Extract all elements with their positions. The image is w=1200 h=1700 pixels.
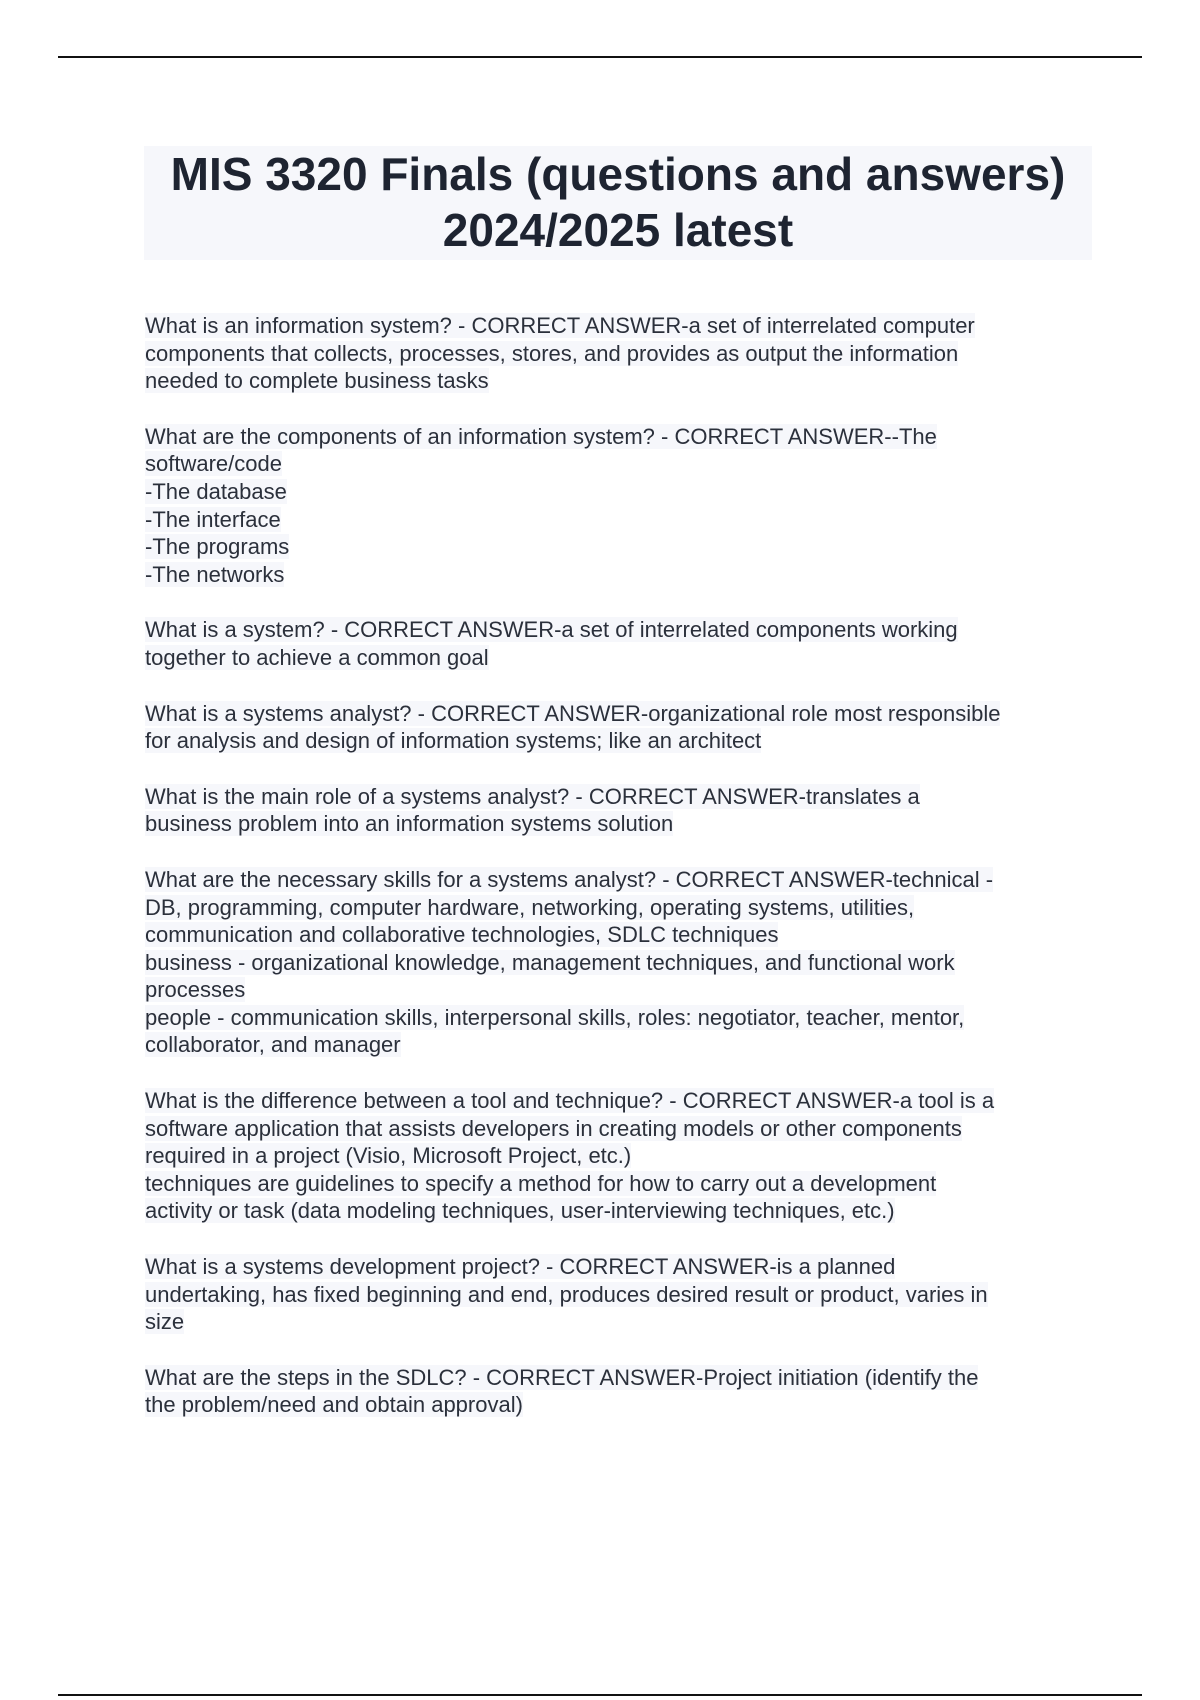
qa-entry-line bbox=[145, 727, 1097, 755]
qa-entry-line bbox=[145, 367, 1097, 395]
qa-entry-line-text: for analysis and design of information systems; like an architect bbox=[145, 728, 762, 754]
qa-entry-line-text: size bbox=[145, 1309, 185, 1335]
qa-entry-line bbox=[145, 1308, 1097, 1336]
qa-entry-line-text: software/code bbox=[145, 451, 282, 477]
qa-entry bbox=[145, 423, 1097, 589]
qa-entry-line bbox=[145, 340, 1097, 368]
qa-entry-line bbox=[145, 976, 1097, 1004]
qa-entry-line bbox=[145, 894, 1097, 922]
qa-entry-line bbox=[145, 1281, 1097, 1309]
qa-entry-line-text: techniques are guidelines to specify a method for how to carry out a development bbox=[145, 1170, 937, 1196]
qa-entry-line-text: components that collects, processes, stores, and provides as output the information bbox=[145, 340, 959, 366]
qa-entry-line bbox=[145, 1197, 1097, 1225]
qa-entry bbox=[145, 312, 1097, 395]
qa-entry-line-text: What are the steps in the SDLC? - CORRECT ANSWER-Project initiation (identify the bbox=[145, 1364, 979, 1390]
qa-entry-line-text: What are the necessary skills for a systems analyst? - CORRECT ANSWER-technical - bbox=[145, 866, 994, 892]
qa-entry-line-text: DB, programming, computer hardware, networking, operating systems, utilities, bbox=[145, 894, 915, 920]
qa-entry-line bbox=[145, 1253, 1097, 1281]
qa-entry-line bbox=[145, 616, 1097, 644]
qa-entry-line-text: required in a project (Visio, Microsoft Project, etc.) bbox=[145, 1143, 632, 1169]
qa-entry-line-text: business - organizational knowledge, management techniques, and functional work bbox=[145, 949, 955, 975]
qa-entry-line bbox=[145, 810, 1097, 838]
qa-entry-line-text: What are the components of an information system? - CORRECT ANSWER--The bbox=[145, 423, 937, 449]
qa-entry-line bbox=[145, 312, 1097, 340]
qa-entry-line-text: communication and collaborative technologies, SDLC techniques bbox=[145, 922, 779, 948]
qa-entry-line bbox=[145, 921, 1097, 949]
qa-entry-line-text: -The networks bbox=[145, 561, 285, 587]
qa-entry-line-text: What is a systems analyst? - CORRECT ANSWER-organizational role most responsible bbox=[145, 700, 1001, 726]
qa-entry-line-text: -The database bbox=[145, 478, 287, 504]
qa-entry-line bbox=[145, 1115, 1097, 1143]
qa-entry-line-text: processes bbox=[145, 977, 246, 1003]
qa-entry-line bbox=[145, 700, 1097, 728]
qa-entry-line-text: undertaking, has fixed beginning and end, produces desired result or product, varies in bbox=[145, 1281, 988, 1307]
qa-entry bbox=[145, 700, 1097, 755]
qa-entry bbox=[145, 1364, 1097, 1419]
qa-entry bbox=[145, 1087, 1097, 1225]
qa-entry-line-text: What is a system? - CORRECT ANSWER-a set of interrelated components working bbox=[145, 617, 958, 643]
qa-entry-line-text: -The programs bbox=[145, 534, 290, 560]
header-rule bbox=[58, 56, 1142, 58]
page-title-line-2: 2024/2025 latest bbox=[442, 204, 794, 256]
qa-entry-line-text: What is the main role of a systems analyst? - CORRECT ANSWER-translates a bbox=[145, 783, 920, 809]
qa-entry bbox=[145, 1253, 1097, 1336]
qa-entry-line bbox=[145, 506, 1097, 534]
qa-entry-line-text: activity or task (data modeling techniques, user-interviewing techniques, etc.) bbox=[145, 1198, 895, 1224]
qa-entry-line bbox=[145, 644, 1097, 672]
footer-rule bbox=[58, 1694, 1142, 1696]
qa-entry-line-text: the problem/need and obtain approval) bbox=[145, 1392, 523, 1418]
page-title-line-1: MIS 3320 Finals (questions and answers) bbox=[170, 148, 1066, 200]
qa-entry-line-text: needed to complete business tasks bbox=[145, 368, 489, 394]
qa-entry-line bbox=[145, 1170, 1097, 1198]
qa-entry-line bbox=[145, 783, 1097, 811]
qa-entry-line-text: software application that assists developers in creating models or other components bbox=[145, 1115, 962, 1141]
qa-entry-line bbox=[145, 478, 1097, 506]
qa-entry-line-text: together to achieve a common goal bbox=[145, 644, 489, 670]
qa-list bbox=[145, 312, 1097, 1447]
qa-entry-line-text: collaborator, and manager bbox=[145, 1032, 401, 1058]
qa-entry-line bbox=[145, 1004, 1097, 1032]
qa-entry bbox=[145, 616, 1097, 671]
qa-entry bbox=[145, 783, 1097, 838]
page-title bbox=[144, 146, 1092, 260]
qa-entry-line bbox=[145, 1364, 1097, 1392]
qa-entry-line bbox=[145, 1391, 1097, 1419]
qa-entry-line-text: -The interface bbox=[145, 506, 281, 532]
qa-entry-line-text: What is an information system? - CORRECT ANSWER-a set of interrelated computer bbox=[145, 313, 975, 338]
qa-entry-line bbox=[145, 1031, 1097, 1059]
qa-entry-line bbox=[145, 949, 1097, 977]
qa-entry-line bbox=[145, 561, 1097, 589]
qa-entry-line-text: people - communication skills, interpersonal skills, roles: negotiator, teacher, mentor, bbox=[145, 1004, 965, 1030]
qa-entry-line bbox=[145, 533, 1097, 561]
qa-entry-line-text: business problem into an information systems solution bbox=[145, 811, 674, 837]
qa-entry-line bbox=[145, 866, 1097, 894]
qa-entry-line bbox=[145, 423, 1097, 451]
qa-entry bbox=[145, 866, 1097, 1059]
qa-entry-line-text: What is a systems development project? - CORRECT ANSWER-is a planned bbox=[145, 1254, 896, 1280]
qa-entry-line bbox=[145, 1087, 1097, 1115]
qa-entry-line bbox=[145, 1142, 1097, 1170]
qa-entry-line-text: What is the difference between a tool and technique? - CORRECT ANSWER-a tool is a bbox=[145, 1088, 995, 1114]
qa-entry-line bbox=[145, 450, 1097, 478]
